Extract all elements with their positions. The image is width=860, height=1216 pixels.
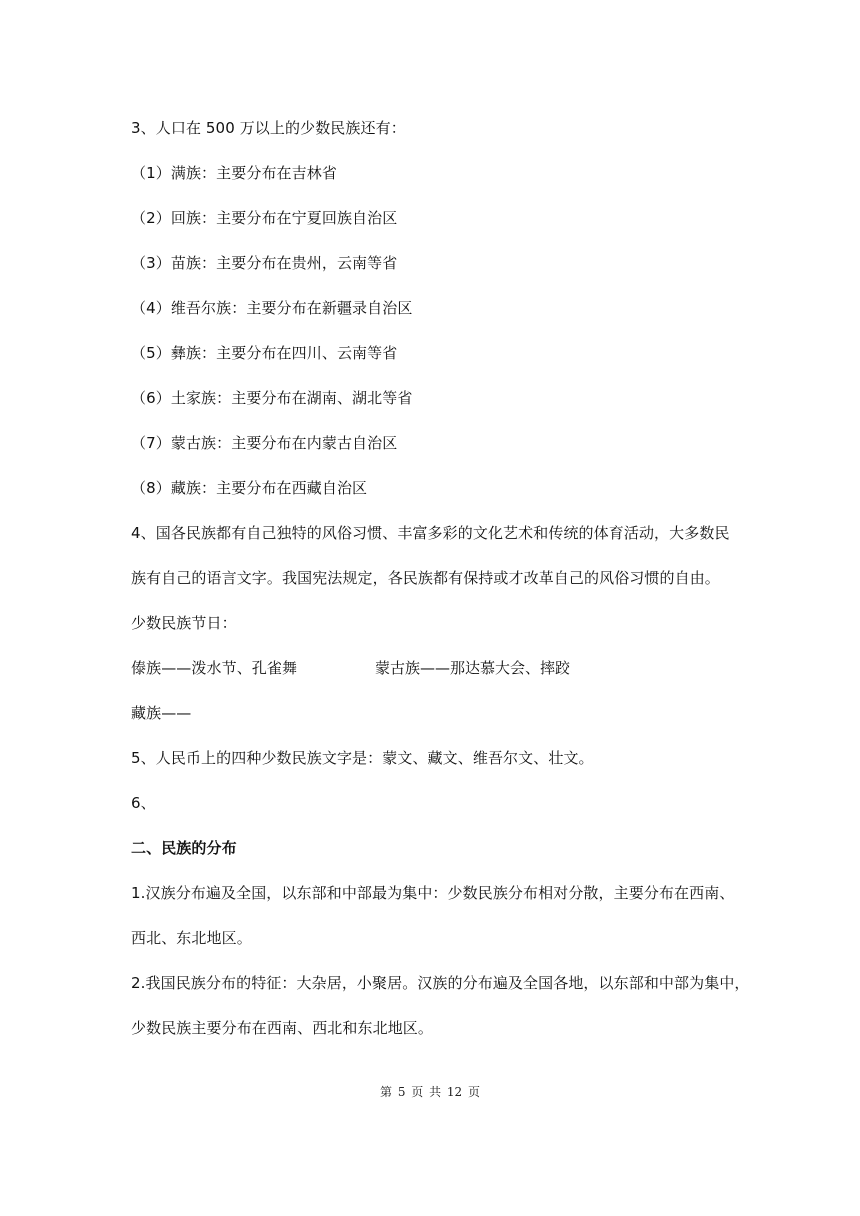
part2-p1-line2: 西北、东北地区。 (131, 929, 252, 947)
section3-heading: 3、人口在 500 万以上的少数民族还有： (131, 119, 406, 137)
list-item: （7）蒙古族：主要分布在内蒙古自治区 (131, 434, 398, 452)
part2-p1-line1: 1.汉族分布遍及全国，以东部和中部最为集中：少数民族分布相对分散，主要分布在西南、 (131, 884, 735, 902)
festival-tibetan: 藏族—— (131, 704, 192, 722)
list-item: （2）回族：主要分布在宁夏回族自治区 (131, 209, 398, 227)
festival-dai: 傣族——泼水节、孔雀舞 (131, 659, 298, 677)
list-item: （3）苗族：主要分布在贵州，云南等省 (131, 254, 398, 272)
section4-line1: 4、国各民族都有自己独特的风俗习惯、丰富多彩的文化艺术和传统的体育活动，大多数民 (131, 524, 730, 542)
part2-p2-line1: 2.我国民族分布的特征：大杂居，小聚居。汉族的分布遍及全国各地，以东部和中部为集中， (131, 974, 750, 992)
list-item: （1）满族：主要分布在吉林省 (131, 164, 337, 182)
section6-text: 6、 (131, 794, 156, 812)
section5-text: 5、人民币上的四种少数民族文字是：蒙文、藏文、维吾尔文、壮文。 (131, 749, 594, 767)
list-item: （4）维吾尔族：主要分布在新疆录自治区 (131, 299, 413, 317)
section4-line2: 族有自己的语言文字。我国宪法规定，各民族都有保持或才改革自己的风俗习惯的自由。 (131, 569, 720, 587)
page-number-footer: 第 5 页 共 12 页 (380, 1085, 480, 1099)
festivals-heading: 少数民族节日： (131, 614, 237, 632)
list-item: （8）藏族：主要分布在西藏自治区 (131, 479, 368, 497)
festival-mongol: 蒙古族——那达慕大会、摔跤 (375, 659, 571, 677)
list-item: （5）彝族：主要分布在四川、云南等省 (131, 344, 398, 362)
list-item: （6）土家族：主要分布在湖南、湖北等省 (131, 389, 413, 407)
part2-p2-line2: 少数民族主要分布在西南、西北和东北地区。 (131, 1019, 434, 1037)
part2-title: 二、民族的分布 (131, 839, 237, 857)
